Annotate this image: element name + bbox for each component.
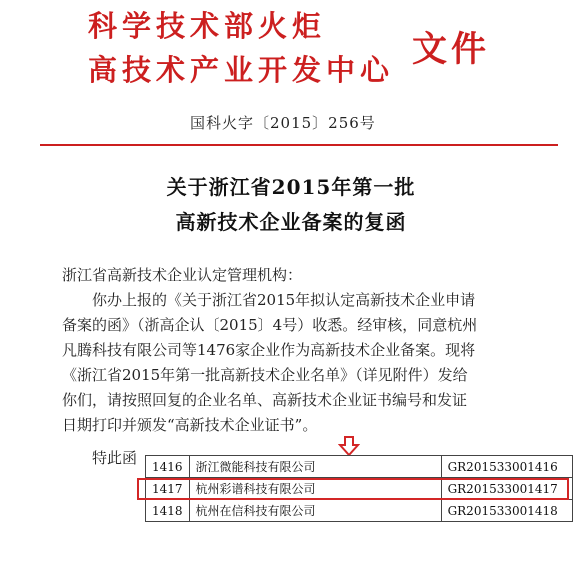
body-line-6: 日期打印并颁发“高新技术企业证书”。 — [62, 416, 318, 434]
certificate-number: GR201533001418 — [441, 500, 572, 522]
certificate-number: GR201533001417 — [441, 478, 572, 500]
body-line-4: 《浙江省2015年第一批高新技术企业名单》（详见附件）发给 — [62, 366, 468, 384]
table-row — [146, 500, 573, 522]
highlight-box — [137, 478, 569, 500]
document-type-label: 文件 — [412, 29, 491, 70]
document-title-line2: 高新技术企业备案的复函 — [175, 210, 407, 234]
body-line-3: 凡腾科技有限公司等1476家企业作为高新技术企业备案。现将 — [62, 341, 476, 359]
row-index: 1418 — [146, 500, 190, 522]
company-name: 杭州在信科技有限公司 — [189, 500, 441, 522]
issuer-name-line1: 科学技术部火炬 — [88, 9, 327, 43]
document-number: 国科火字〔2015〕256号 — [190, 114, 376, 132]
company-name: 杭州彩谱科技有限公司 — [189, 478, 441, 500]
document-title-line1: 关于浙江省2015年第一批 — [166, 175, 416, 199]
body-line-5: 你们，请按照回复的企业名单、高新技术企业证书编号和发证 — [62, 391, 468, 409]
row-index: 1416 — [146, 456, 190, 478]
row-index: 1417 — [146, 478, 190, 500]
down-arrow-icon — [338, 436, 360, 456]
company-name: 浙江微能科技有限公司 — [189, 456, 441, 478]
issuer-name-line2: 高技术产业开发中心 — [88, 53, 395, 87]
closing-remark: 特此函 — [92, 449, 138, 467]
certificate-number: GR201533001416 — [441, 456, 572, 478]
header-divider — [40, 144, 558, 146]
body-line-1: 你办上报的《关于浙江省2015年拟认定高新技术企业申请 — [92, 291, 476, 309]
body-line-2: 备案的函》（浙高企认〔2015〕4号）收悉。经审核，同意杭州 — [62, 316, 478, 334]
table-row — [146, 456, 573, 478]
salutation: 浙江省高新技术企业认定管理机构： — [62, 266, 303, 284]
